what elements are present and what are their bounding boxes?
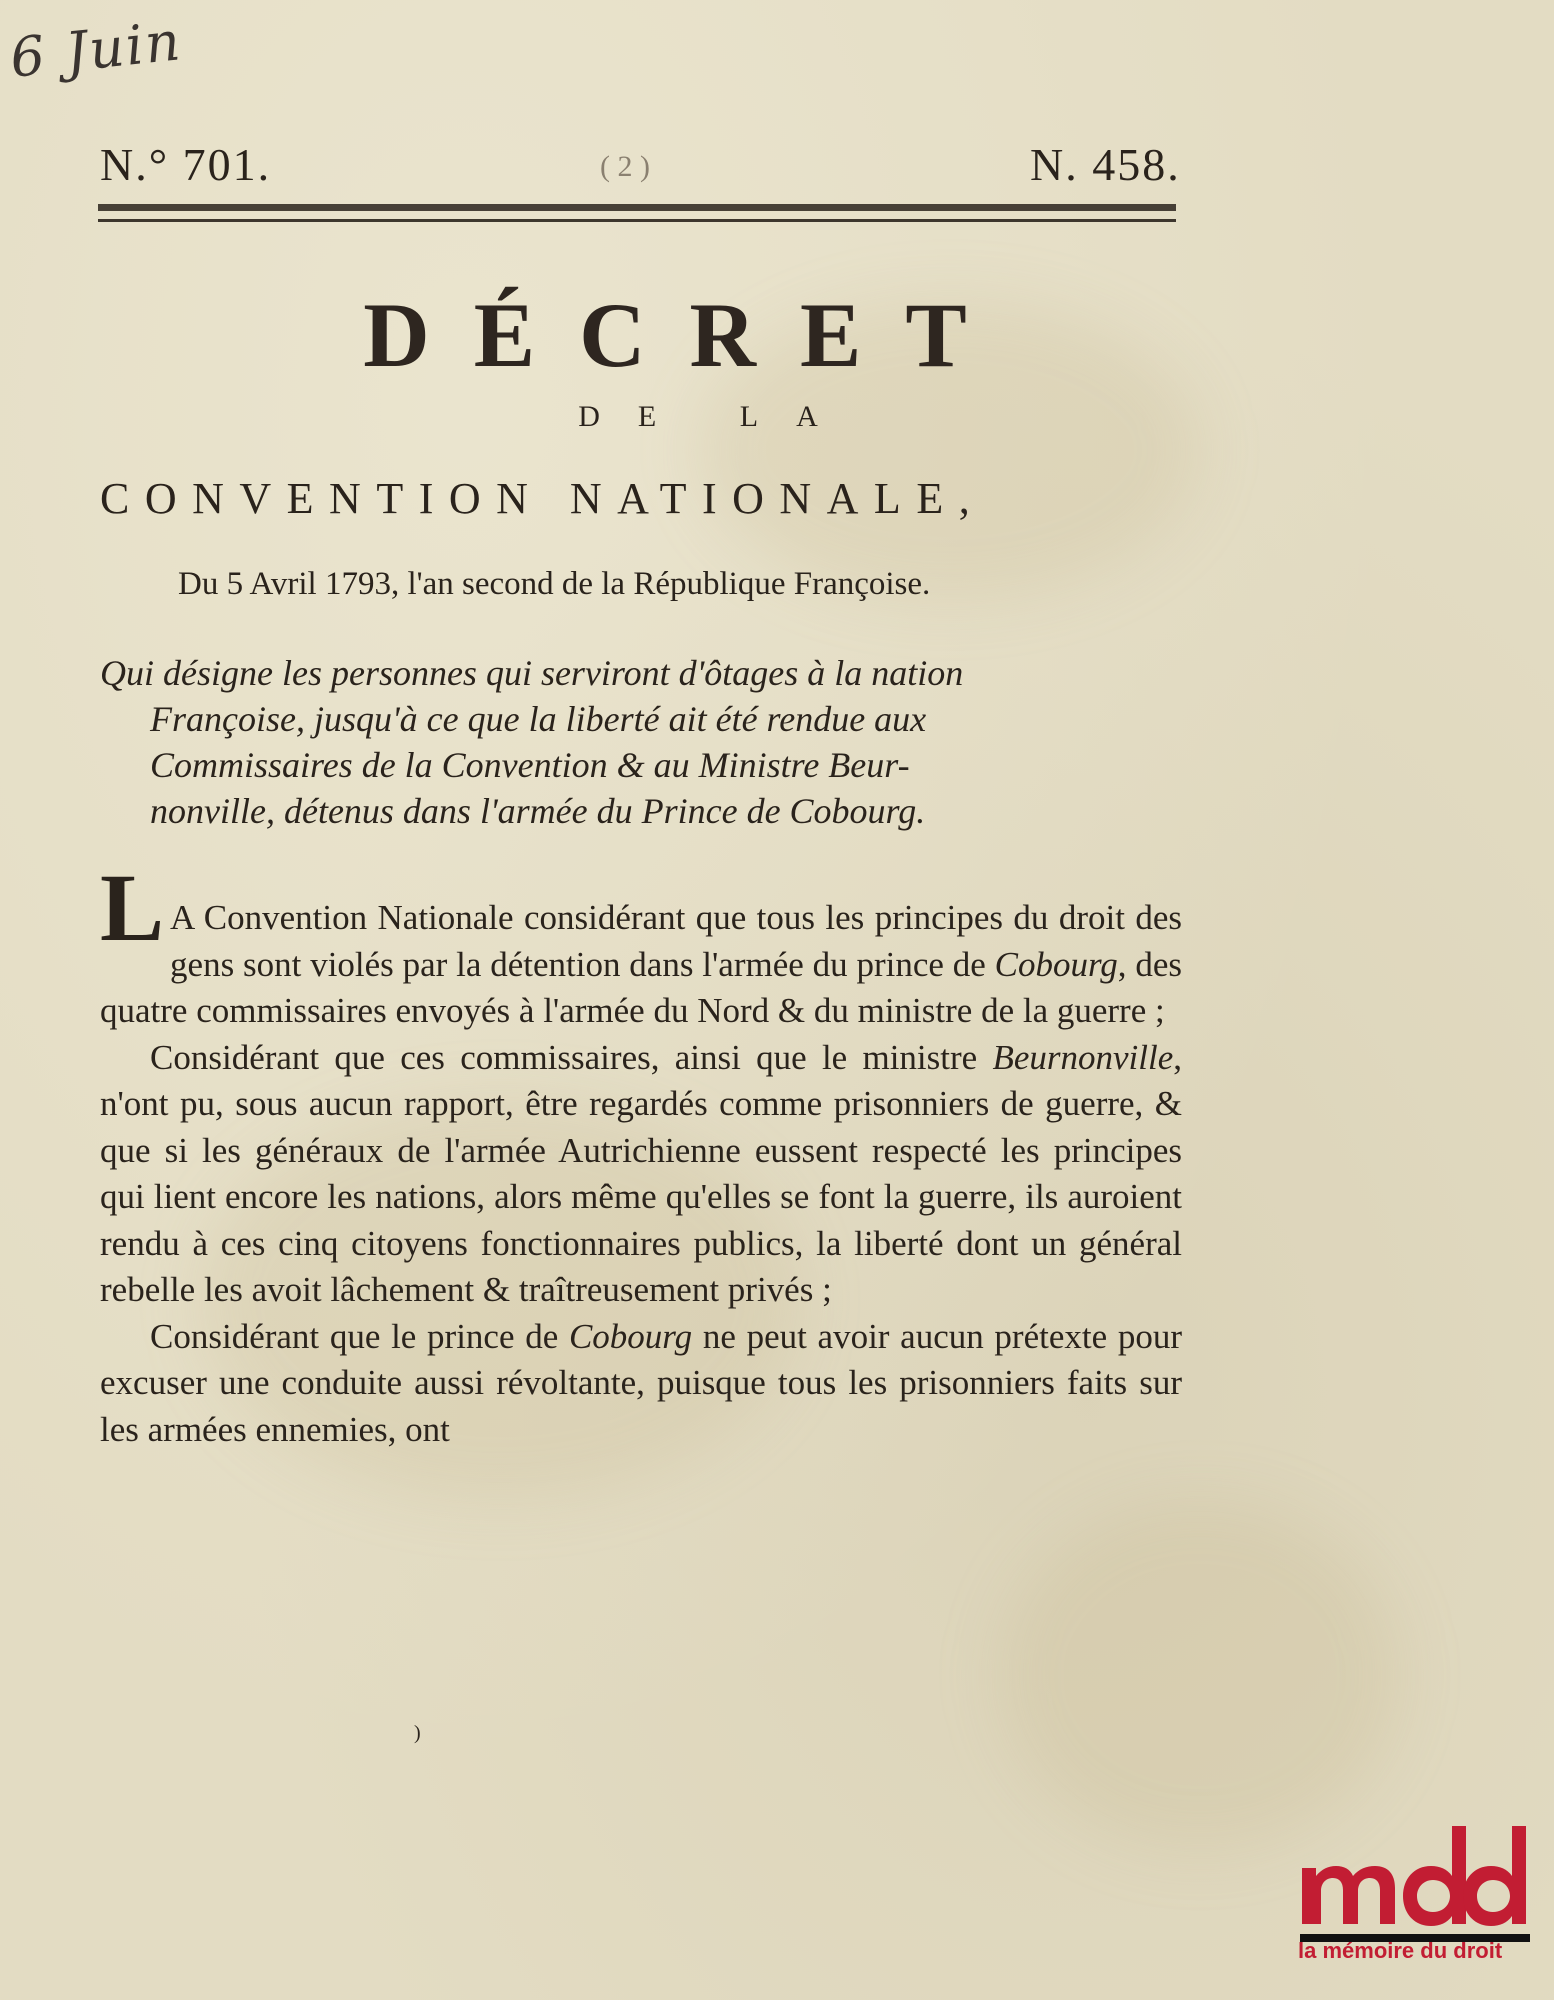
document-number-left: N.° 701.	[100, 139, 272, 190]
title-connector: DE LA	[578, 400, 856, 433]
logo-tagline: la mémoire du droit	[1298, 1938, 1503, 1963]
header-rule-thick	[98, 204, 1176, 211]
decree-body	[100, 854, 1183, 1453]
handwritten-annotation: 6 Juin	[7, 9, 185, 90]
document-title: DÉCRET	[363, 284, 1011, 386]
decree-date: Du 5 Avril 1793, l'an second de la République Françoise.	[178, 566, 931, 602]
summary-line: Commissaires de la Convention & au Ministre Beur-	[150, 745, 910, 785]
document-number-right: N. 458.	[1030, 139, 1181, 190]
paragraph-text: Considérant que ces commissaires, ainsi que le ministre	[150, 1037, 993, 1077]
paragraph-text: A Convention Nationale considérant que tous les principes du droit des gens sont violés par la détention dans l'armée du prince de	[170, 898, 1182, 984]
paragraph-text: ne peut avoir aucun prétexte pour excuser une conduite aussi révoltante, puisque tous les prisonniers faits sur les armées ennemies, ont	[100, 1316, 1183, 1449]
decree-summary	[100, 650, 1180, 834]
body-paragraph	[100, 1314, 1182, 1454]
ink-mark: )	[414, 1722, 421, 1744]
summary-line: Qui désigne les personnes qui serviront d'ôtages à la nation	[100, 653, 964, 693]
page-number: ( 2 )	[600, 150, 650, 183]
drop-cap: L	[100, 854, 165, 961]
proper-name: Beurnonville	[992, 1037, 1174, 1077]
summary-line: nonville, détenus dans l'armée du Prince de Cobourg.	[150, 791, 926, 831]
issuing-body: CONVENTION NATIONALE,	[100, 474, 986, 523]
body-paragraph	[100, 1035, 1182, 1314]
header-rule-thin	[98, 219, 1176, 222]
summary-line: Françoise, jusqu'à ce que la liberté ait été rendue aux	[150, 699, 927, 739]
paragraph-text: , n'ont pu, sous aucun rapport, être regardés comme prisonniers de guerre, & que si les généraux de l'armée Autrichienne eussent respecté les principes qui lient encore les nations, alors même qu'elles se font la guerre, ils auroient rendu à ces cinq citoyens fonctionnaires publics, la liberté dont un général rebelle les avoit lâchement & traîtreusement privés ;	[100, 1037, 1182, 1309]
body-paragraph	[100, 854, 1182, 1035]
paragraph-text: , des quatre commissaires envoyés à l'armée du Nord & du ministre de la guerre ;	[100, 944, 1182, 1030]
paragraph-text: Considérant que le prince de	[150, 1316, 569, 1356]
paper-stain	[1000, 1500, 1400, 1850]
proper-name: Cobourg	[568, 1316, 693, 1356]
proper-name: Cobourg	[994, 944, 1118, 984]
